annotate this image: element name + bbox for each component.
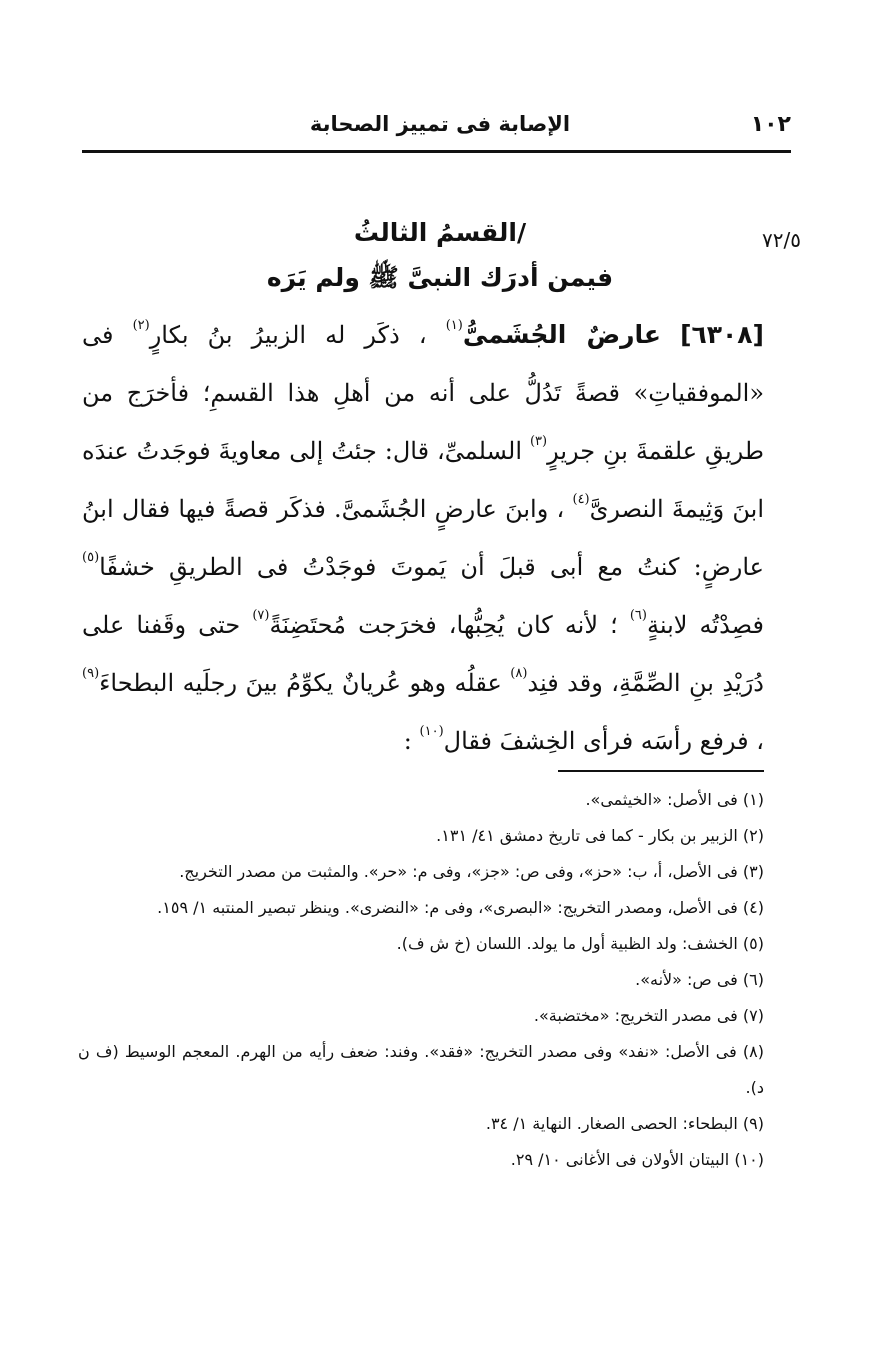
footnote-marker: (٣) bbox=[529, 434, 548, 449]
running-header-title: الإصابة فى تمييز الصحابة bbox=[309, 112, 571, 136]
entry-text-segment: ، فرفع رأسَه فرأى الخِشفَ فقال bbox=[443, 727, 764, 755]
footnote-marker: (١) bbox=[445, 318, 463, 333]
entry-number: [٦٣٠٨] bbox=[680, 320, 764, 349]
entry-text-segment: عقلُه وهو عُريانٌ يكوِّمُ بينَ رجلَيه البطحاءَ bbox=[99, 669, 502, 697]
entry-body bbox=[82, 306, 764, 770]
section-subtitle: فيمن أدرَك النبىَّ ﷺ ولم يَرَه bbox=[266, 263, 614, 292]
footnote-marker: (٦) bbox=[629, 608, 647, 623]
entry-text-segment: ، وابنَ عارضٍ الجُشَمىَّ. فذكَر قصةً فيها فقال ابنُ عارضٍ: كنتُ مع أبى قبلَ أن يَموتَ فوجَدْتُ فى الطريقِ خشفًا bbox=[82, 495, 764, 581]
entry-text-segment: ، ذكَر له الزبيرُ بنُ بكارٍ bbox=[149, 321, 427, 349]
footnote-marker: (٤) bbox=[572, 492, 590, 507]
footnote: (٣) فى الأصل، أ، ب: «حز»، وفى ص: «جز»، وفى م: «حر». والمثبت من مصدر التخريج. bbox=[179, 862, 764, 881]
entry-name: عارضٌ الجُشَمىُّ bbox=[462, 320, 661, 349]
footnote-marker: (٢) bbox=[132, 318, 150, 333]
footnote-marker: (٥) bbox=[82, 550, 100, 565]
footnote: (٨) فى الأصل: «نفد» وفى مصدر التخريج: «فقد». وفند: ضعف رأيه من الهرم. المعجم الوسيط (ف ن د). bbox=[78, 1042, 764, 1097]
footnote: (١) فى الأصل: «الخيثمى». bbox=[585, 790, 764, 809]
footnote: (٢) الزبير بن بكار - كما فى تاريخ دمشق ٤١/ ١٣١. bbox=[436, 826, 764, 845]
footnote-marker: (٨) bbox=[510, 666, 528, 681]
footnote: (١٠) البيتان الأولان فى الأغانى ١٠/ ٢٩. bbox=[510, 1150, 764, 1169]
footnote: (٦) فى ص: «لأنه». bbox=[635, 970, 764, 989]
entry-text bbox=[82, 318, 765, 755]
footnote: (٥) الخشف: ولد الظبية أول ما يولد. اللسان (خ ش ف). bbox=[396, 934, 764, 953]
footnote-marker: (٧) bbox=[252, 608, 270, 623]
header-rule bbox=[82, 150, 791, 153]
footnote-rule bbox=[558, 770, 764, 772]
footnote-marker: (٩) bbox=[82, 666, 100, 681]
entry-text-segment: : bbox=[403, 727, 412, 755]
footnote: (٤) فى الأصل، ومصدر التخريج: «البصرى»، وفى م: «النضرى». وينظر تبصير المنتبه ١/ ١٥٩. bbox=[157, 898, 764, 917]
entry-text-segment: حتى وقَفنا على دُرَيْدِ بنِ الصِّمَّةِ، وقد فنِد bbox=[82, 611, 764, 697]
entry-text-segment: السلمىِّ، قال: جئتُ إلى معاويةَ فوجَدتُ عندَه ابنَ وَثِيمةَ النصرىَّ bbox=[82, 437, 764, 523]
entry-text-segment: فى «الموفقياتِ» قصةً تَدُلُّ على أنه من أهلِ هذا القسمِ؛ فأخرَج من طريقِ علقمةَ بنِ جريرٍ bbox=[82, 321, 765, 465]
section-title: /القسمُ الثالثُ bbox=[353, 218, 527, 247]
entry-text-segment: فصِدْتُه لابنةٍ bbox=[646, 611, 764, 639]
footnote: (٩) البطحاء: الحصى الصغار. النهاية ١/ ٣٤. bbox=[485, 1114, 764, 1133]
footnote: (٧) فى مصدر التخريج: «مختضبة». bbox=[533, 1006, 764, 1025]
page-number: ١٠٢ bbox=[750, 112, 791, 137]
footnotes bbox=[78, 782, 764, 1178]
margin-reference: ٧٢/٥ bbox=[762, 228, 801, 252]
entry-text-segment: ؛ لأنه كان يُحِبُّها، فخرَجت مُحتَضِنَةً bbox=[269, 611, 618, 639]
footnote-marker: (١٠) bbox=[419, 724, 444, 739]
